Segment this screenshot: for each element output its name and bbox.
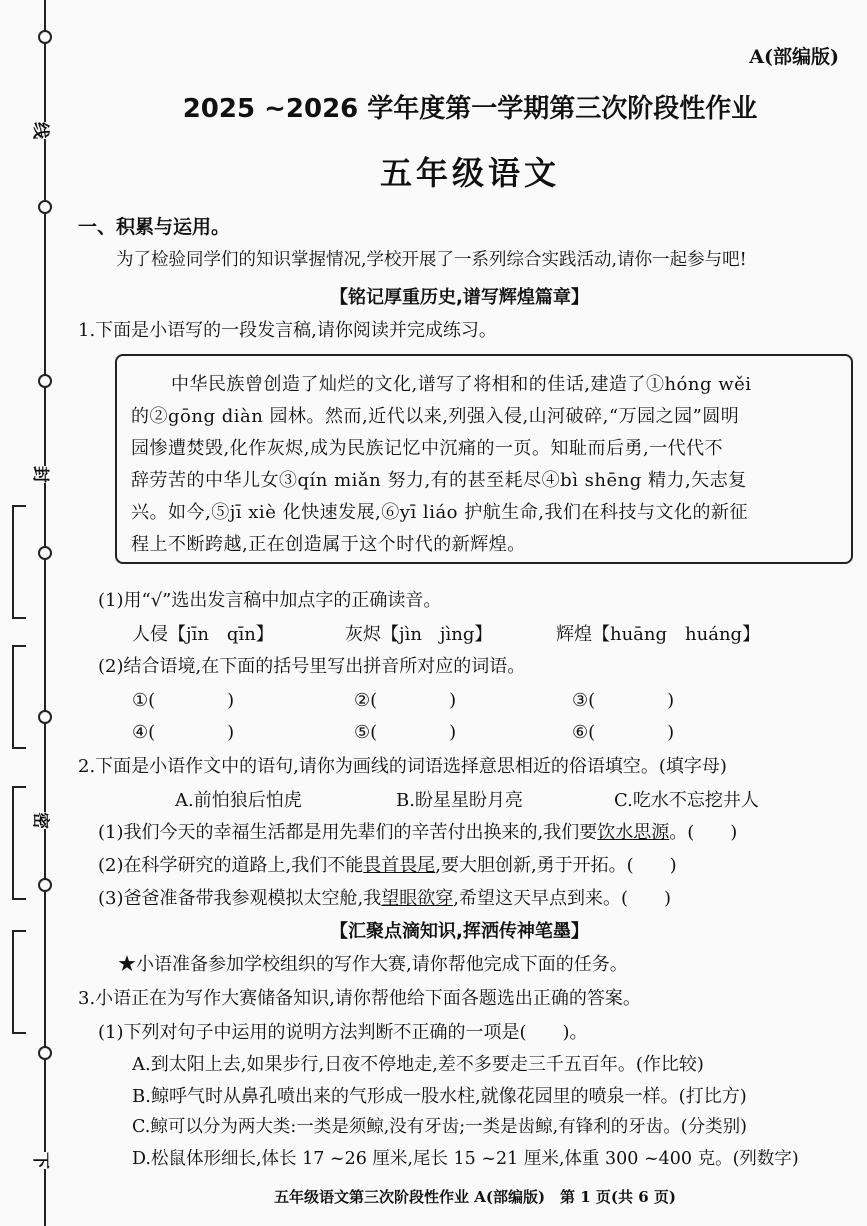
page-footer: 五年级语文第三次阶段性作业 A(部编版) 第 1 页(共 6 页) xyxy=(273,1188,676,1206)
option-c: C.吃水不忘挖井人 xyxy=(614,790,759,811)
edition-tag: A(部编版) xyxy=(749,46,839,68)
underlined-phrase: 饮水思源 xyxy=(597,822,670,843)
binding-circle-icon xyxy=(38,30,52,44)
name-field-bracket xyxy=(12,505,26,619)
answer-blank[interactable]: ①( ) xyxy=(132,690,235,711)
answer-blank[interactable]: ⑤( ) xyxy=(354,722,457,743)
binding-circle-icon xyxy=(38,200,52,214)
sentence-text: (2)在科学研究的道路上,我们不能 xyxy=(98,855,364,876)
question-3: 3.小语正在为写作大赛储备知识,请你帮他给下面各题选出正确的答案。 xyxy=(78,988,641,1009)
speech-passage xyxy=(115,354,853,564)
theme-heading: 【汇聚点滴知识,挥洒传神笔墨】 xyxy=(330,921,589,942)
binding-label-feng: 封 xyxy=(30,466,55,483)
intro-text: 为了检验同学们的知识掌握情况,学校开展了一系列综合实践活动,请你一起参与吧! xyxy=(116,250,747,270)
school-field-bracket xyxy=(12,786,26,900)
answer-blank[interactable]: ③( ) xyxy=(572,690,675,711)
binding-margin xyxy=(0,0,70,1226)
choice-c: C.鲸可以分为两大类:一类是须鲸,没有牙齿;一类是齿鲸,有锋利的牙齿。(分类别) xyxy=(132,1117,747,1137)
binding-circle-icon xyxy=(38,878,52,892)
sentence-text: (3)爸爸准备带我参观模拟太空舱,我 xyxy=(98,888,382,909)
question-2-1 xyxy=(98,818,737,844)
passage-line: 兴。如今,⑤jī xiè 化快速发展,⑥yī liáo 护航生命,我们在科技与文化的新征 xyxy=(131,502,748,523)
exam-title: 2025 ~2026 学年度第一学期第三次阶段性作业 xyxy=(182,94,758,124)
passage-line: 的②gōng diàn 园林。然而,近代以来,列强入侵,山河破碎,“万园之园”圆明 xyxy=(131,406,740,427)
question-1: 1.下面是小语写的一段发言稿,请你阅读并完成练习。 xyxy=(78,320,497,341)
answer-blank[interactable]: ②( ) xyxy=(354,690,457,711)
question-3-1: (1)下列对句子中运用的说明方法判断不正确的一项是( )。 xyxy=(98,1022,588,1043)
binding-label-mi: 密 xyxy=(30,812,55,829)
answer-blank[interactable]: ,要大胆创新,勇于开拓。( ) xyxy=(435,855,677,876)
pinyin-choice: 人侵【jīn qīn】 xyxy=(132,624,274,645)
pinyin-choice: 灰烬【jìn jìng】 xyxy=(345,624,493,645)
question-2: 2.下面是小语作文中的语句,请你为画线的词语选择意思相近的俗语填空。(填字母) xyxy=(78,756,727,777)
underlined-phrase: 畏首畏尾 xyxy=(363,855,436,876)
underlined-phrase: 望眼欲穿 xyxy=(381,888,454,909)
question-1-2: (2)结合语境,在下面的括号里写出拼音所对应的词语。 xyxy=(98,656,526,677)
option-a: A.前怕狼后怕虎 xyxy=(175,790,302,811)
answer-blank[interactable]: ④( ) xyxy=(132,722,235,743)
binding-circle-icon xyxy=(38,1046,52,1060)
answer-blank[interactable]: 。( ) xyxy=(669,822,738,843)
choice-d: D.松鼠体形细长,体长 17 ~26 厘米,尾长 15 ~21 厘米,体重 300 ~400 克。(列数字) xyxy=(132,1149,799,1169)
passage-line: 中华民族曾创造了灿烂的文化,谱写了将相和的佳话,建造了①hóng wěi xyxy=(171,374,752,395)
sentence-text: (1)我们今天的幸福生活都是用先辈们的辛苦付出换来的,我们要 xyxy=(98,822,598,843)
choice-a: A.到太阳上去,如果步行,日夜不停地走,差不多要走三千五百年。(作比较) xyxy=(132,1054,704,1075)
binding-circle-icon xyxy=(38,710,52,724)
binding-line xyxy=(44,0,46,1226)
binding-label-xia: 下 xyxy=(30,1152,55,1169)
answer-blank[interactable]: ⑥( ) xyxy=(572,722,675,743)
binding-circle-icon xyxy=(38,546,52,560)
question-2-3 xyxy=(98,884,671,910)
binding-circle-icon xyxy=(38,374,52,388)
question-1-1: (1)用“√”选出发言稿中加点字的正确读音。 xyxy=(98,590,442,611)
passage-line: 辞劳苦的中华儿女③qín miǎn 努力,有的甚至耗尽④bì shēng 精力,矢志复 xyxy=(131,470,747,491)
answer-blank[interactable]: ,希望这天早点到来。( ) xyxy=(453,888,671,909)
theme-heading: 【铭记厚重历史,谱写辉煌篇章】 xyxy=(330,287,589,308)
section-heading: 一、积累与运用。 xyxy=(78,216,231,238)
option-b: B.盼星星盼月亮 xyxy=(396,790,523,811)
class-field-bracket xyxy=(12,645,26,749)
subject-title: 五年级语文 xyxy=(379,154,560,192)
choice-b: B.鲸呼气时从鼻孔喷出来的气形成一股水柱,就像花园里的喷泉一样。(打比方) xyxy=(132,1086,747,1107)
question-2-2 xyxy=(98,851,677,877)
binding-label-xian: 线 xyxy=(30,122,55,139)
pinyin-choice: 辉煌【huāng huáng】 xyxy=(556,624,761,645)
passage-line: 程上不断跨越,正在创造属于这个时代的新辉煌。 xyxy=(131,534,526,555)
passage-line: 园惨遭焚毁,化作灰烬,成为民族记忆中沉痛的一页。知耻而后勇,一代代不 xyxy=(131,438,724,459)
task-text: ★小语准备参加学校组织的写作大赛,请你帮他完成下面的任务。 xyxy=(118,954,628,975)
number-field-bracket xyxy=(12,930,26,1034)
